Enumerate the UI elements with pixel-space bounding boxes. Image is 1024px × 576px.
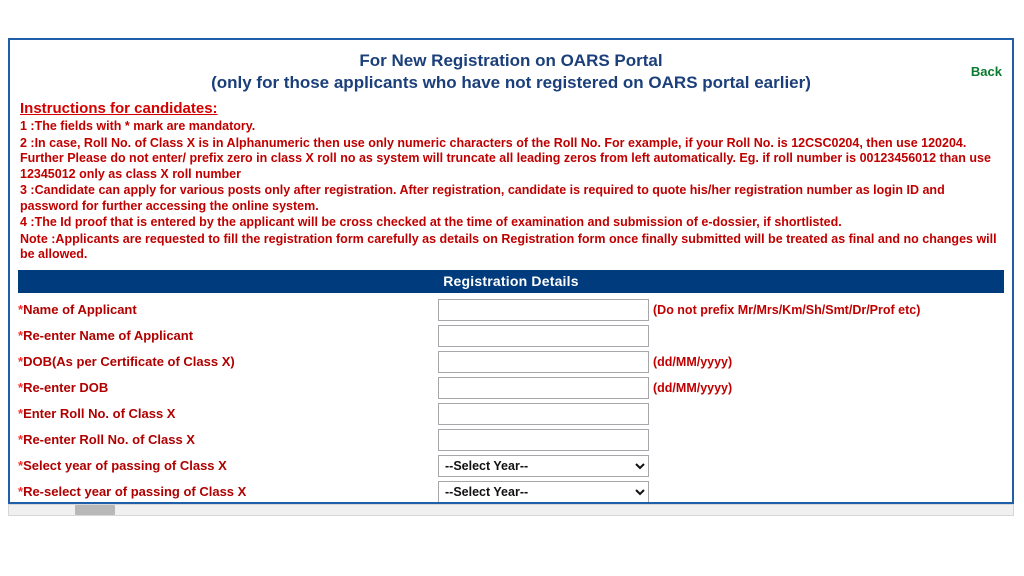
label-reselect-year-passing — [18, 479, 438, 505]
registration-details-header: Registration Details — [18, 270, 1004, 293]
form-row-reselect-year-passing — [18, 479, 1004, 505]
label-text: DOB(As per Certificate of Class X) — [23, 354, 235, 369]
field-year-passing — [438, 453, 653, 479]
instruction-text-3: 3 :Candidate can apply for various posts only after registration. After registration, candidate is required to quote his/her registration number as login ID and password for further accessing the online system. — [20, 183, 945, 213]
hint-reenter-dob: (dd/MM/yyyy) — [653, 380, 733, 395]
field-roll-no — [438, 401, 653, 427]
required-asterisk: * — [18, 484, 24, 499]
horizontal-scrollbar-thumb[interactable] — [75, 505, 115, 515]
label-roll-no — [18, 401, 438, 427]
hint-reenter-name — [653, 323, 1004, 349]
reenter-roll-no-input[interactable] — [438, 429, 649, 451]
dob-input[interactable] — [438, 351, 649, 373]
registration-form — [18, 297, 1004, 505]
required-asterisk: * — [18, 380, 24, 395]
required-asterisk: * — [18, 432, 24, 447]
roll-no-input[interactable] — [438, 403, 649, 425]
label-text: Name of Applicant — [23, 302, 137, 317]
reselect-year-of-passing-select[interactable] — [438, 481, 649, 503]
instruction-note — [20, 232, 1002, 263]
form-row-year-passing — [18, 453, 1004, 479]
label-text: Re-select year of passing of Class X — [23, 484, 247, 499]
panel-inner — [10, 40, 1012, 502]
instruction-text-1: 1 :The fields with * mark are mandatory. — [20, 119, 256, 133]
hint-reselect-year-passing — [653, 479, 1004, 505]
reenter-name-input[interactable] — [438, 325, 649, 347]
label-reenter-roll-no — [18, 427, 438, 453]
form-row-reenter-roll-no — [18, 427, 1004, 453]
field-reenter-roll-no — [438, 427, 653, 453]
label-reenter-dob — [18, 375, 438, 401]
hint-name-of-applicant: (Do not prefix Mr/Mrs/Km/Sh/Smt/Dr/Prof etc) — [653, 302, 921, 317]
instruction-text-4: 4 :The Id proof that is entered by the applicant will be cross checked at the time of examination and submission of e-dossier, if shortlisted. — [20, 215, 842, 229]
hint-roll-no — [653, 401, 1004, 427]
instruction-item — [20, 183, 1002, 214]
hint-year-passing — [653, 453, 1004, 479]
required-asterisk: * — [18, 328, 24, 343]
form-row-dob — [18, 349, 1004, 375]
field-dob — [438, 349, 653, 375]
back-link[interactable]: Back — [970, 64, 1002, 79]
form-row-reenter-dob — [18, 375, 1004, 401]
hint-dob: (dd/MM/yyyy) — [653, 354, 733, 369]
registration-panel — [8, 38, 1014, 504]
instruction-item — [20, 215, 1002, 231]
instructions-list — [20, 119, 1002, 263]
instruction-item — [20, 119, 1002, 135]
label-reenter-name — [18, 323, 438, 349]
label-text: Enter Roll No. of Class X — [23, 406, 176, 421]
label-text: Re-enter Name of Applicant — [23, 328, 194, 343]
required-asterisk: * — [18, 302, 24, 317]
page-title — [18, 46, 1004, 94]
instruction-item — [20, 136, 1002, 183]
required-asterisk: * — [18, 354, 24, 369]
form-row-name — [18, 297, 1004, 323]
required-asterisk: * — [18, 458, 24, 473]
field-reenter-name — [438, 323, 653, 349]
page-title-line1: For New Registration on OARS Portal — [359, 51, 663, 70]
field-reenter-dob — [438, 375, 653, 401]
instructions-heading: Instructions for candidates: — [20, 100, 218, 117]
hint-reenter-roll-no — [653, 427, 1004, 453]
name-of-applicant-input[interactable] — [438, 299, 649, 321]
form-row-reenter-name — [18, 323, 1004, 349]
instruction-text-note: Note :Applicants are requested to fill the registration form carefully as details on Registration form once finally submitted will be treated as final and no changes will be allowed. — [20, 231, 997, 261]
field-name-of-applicant — [438, 297, 653, 323]
year-of-passing-select[interactable] — [438, 455, 649, 477]
label-dob — [18, 349, 438, 375]
page-title-line2: (only for those applicants who have not registered on OARS portal earlier) — [211, 73, 811, 92]
label-text: Re-enter Roll No. of Class X — [23, 432, 195, 447]
label-text: Select year of passing of Class X — [23, 458, 227, 473]
instruction-text-2: 2 :In case, Roll No. of Class X is in Alphanumeric then use only numeric characters of the Roll No. For example, if your Roll No. is 12CSC0204, then use 120204. Further Please do not enter/ prefix zero in class X roll no as system will truncate all leading zeros from left automatically. Eg. if roll number is 00123456012 than use 12345012 only as class X roll number — [20, 135, 991, 181]
horizontal-scrollbar[interactable] — [8, 504, 1014, 516]
reenter-dob-input[interactable] — [438, 377, 649, 399]
required-asterisk: * — [18, 406, 24, 421]
label-text: Re-enter DOB — [23, 380, 109, 395]
label-year-passing — [18, 453, 438, 479]
label-name-of-applicant — [18, 297, 438, 323]
form-row-roll-no — [18, 401, 1004, 427]
field-reselect-year-passing — [438, 479, 653, 505]
